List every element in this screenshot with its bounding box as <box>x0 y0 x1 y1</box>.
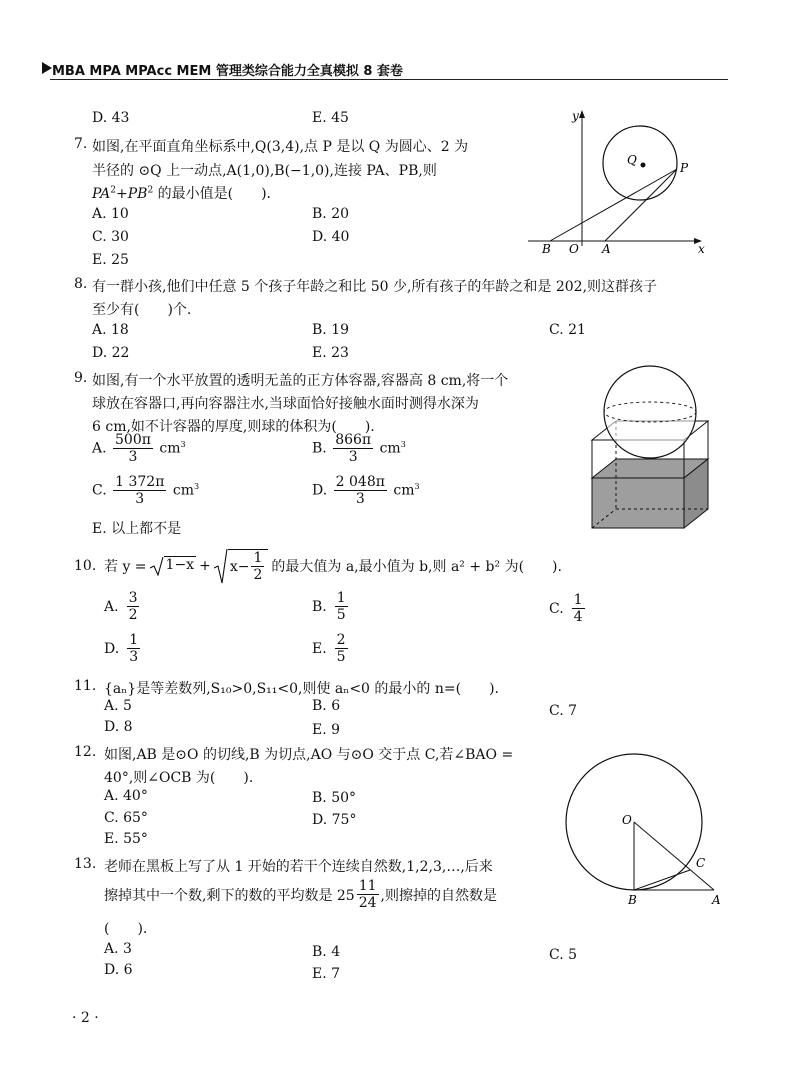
q8-option-a: A. 18 <box>92 322 129 338</box>
q8-option-d: D. 22 <box>92 345 130 361</box>
q9-option-c: C. $\frac{1 372\pi}{3}$ $cm^3$ <box>92 474 200 508</box>
q13-option-d: D. 6 <box>104 962 133 978</box>
q9-line1: 如图,有一个水平放置的透明无盖的正方体容器,容器高 8 cm,将一个 <box>92 373 509 389</box>
q7-fig-label-p: P <box>680 161 689 175</box>
q12-fig-label-b: B <box>628 893 637 907</box>
q10-option-c: C. $\frac{1}{4}$ <box>549 592 583 626</box>
q7-fig-label-b: B <box>542 242 551 256</box>
q7-fig-label-y: y <box>572 109 579 123</box>
q9-option-e: E. 以上都不是 <box>92 521 182 537</box>
q13-number: 13. <box>74 856 97 872</box>
q12-option-e: E. 55° <box>104 831 148 847</box>
q10-option-a: A. $\frac{3}{2}$ <box>104 590 138 624</box>
q11-number: 11. <box>74 678 97 694</box>
q13-option-b: B. 4 <box>312 944 341 960</box>
q12-fig-label-c: C <box>696 856 706 870</box>
q12-option-d: D. 75° <box>312 812 357 828</box>
q10-option-d: D. $\frac{1}{3}$ <box>104 632 139 666</box>
header-arrow-icon <box>42 62 52 74</box>
q13-option-c: C. 5 <box>549 947 578 963</box>
page-number: · 2 · <box>72 1010 99 1026</box>
q9-option-d: D. $\frac{2 048\pi}{3}$ $cm^3$ <box>312 474 420 508</box>
q10-number: 10. <box>74 558 97 574</box>
q11-option-a: A. 5 <box>104 698 132 714</box>
q12-option-a: A. 40° <box>104 788 148 804</box>
q12-number: 12. <box>74 744 97 760</box>
q13-option-e: E. 7 <box>312 966 341 982</box>
q12-figure <box>556 752 726 912</box>
q11-option-e: E. 9 <box>312 722 341 738</box>
q7-option-e: E. 25 <box>92 252 129 268</box>
q12-line2: 40°,则∠OCB 为( ). <box>104 770 254 786</box>
sqrt-sign-icon <box>150 556 164 576</box>
q7-figure <box>520 108 720 258</box>
q13-line2: 擦掉其中一个数,剩下的数的平均数是 25 $\frac{11}{24}$ ,则擦掉的自然数是 <box>104 878 497 912</box>
q7-option-d: D. 40 <box>312 229 350 245</box>
sphere <box>604 366 696 458</box>
q9-line2: 球放在容器口,再向容器注水,当球面恰好接触水面时测得水深为 <box>92 396 479 412</box>
q13-line1: 老师在黑板上写了从 1 开始的若干个连续自然数,1,2,3,…,后来 <box>104 859 493 875</box>
q13-option-a: A. 3 <box>104 941 132 957</box>
sqrt-sign-large-icon <box>214 548 228 584</box>
q9-line3: 6 cm,如不计容器的厚度,则球的体积为( ). <box>92 419 375 435</box>
q12-option-c: C. 65° <box>104 810 148 826</box>
option-d-prev: D. 43 <box>92 110 130 126</box>
circle-q <box>603 126 677 200</box>
y-axis-arrow-icon <box>579 110 585 118</box>
header-divider <box>50 79 728 80</box>
page-header-title: MBA MPA MPAcc MEM 管理类综合能力全真模拟 8 套卷 <box>52 64 403 79</box>
q10-line: 若 y = 1−x + x− $\frac{1}{2}$ 的最大值为 a,最小值为 b,则 a² + b² 为( ). <box>104 549 562 583</box>
q11-option-b: B. 6 <box>312 698 341 714</box>
q11-option-c: C. 7 <box>549 703 578 719</box>
q11-option-d: D. 8 <box>104 719 133 735</box>
q9-option-b: B. $\frac{866\pi}{3}$ $cm^3$ <box>312 432 406 466</box>
q9-number: 9. <box>74 370 88 386</box>
q8-line2: 至少有( )个. <box>92 302 192 318</box>
q9-option-a: A. $\frac{500\pi}{3}$ $cm^3$ <box>92 432 186 466</box>
q8-option-b: B. 19 <box>312 322 350 338</box>
q11-text: {aₙ}是等差数列,S₁₀>0,S₁₁<0,则使 aₙ<0 的最小的 n=( ). <box>104 681 499 697</box>
q7-option-c: C. 30 <box>92 229 129 245</box>
q12-line1: 如图,AB 是⊙O 的切线,B 为切点,AO 与⊙O 交于点 C,若∠BAO = <box>104 747 514 763</box>
q12-fig-label-a: A <box>712 893 721 907</box>
q7-line2: 半径的 ⊙Q 上一动点,A(1,0),B(−1,0),连接 PA、PB,则 <box>92 163 437 179</box>
q7-fig-label-a: A <box>602 242 611 256</box>
q8-option-c: C. 21 <box>549 322 586 338</box>
q7-line3: $PA^2+PB^2$ 的最小值是( ). <box>92 185 271 202</box>
q12-fig-label-o: O <box>622 813 632 827</box>
q8-number: 8. <box>74 276 88 292</box>
q13-line3: ( ). <box>104 921 148 937</box>
q7-fig-label-q: Q <box>627 153 637 167</box>
q8-line1: 有一群小孩,他们中任意 5 个孩子年龄之和比 50 少,所有孩子的年龄之和是 202,则这群孩子 <box>92 279 658 295</box>
q7-option-b: B. 20 <box>312 206 350 222</box>
q7-line1: 如图,在平面直角坐标系中,Q(3,4),点 P 是以 Q 为圆心、2 为 <box>92 139 469 155</box>
q7-fig-label-o: O <box>569 242 579 256</box>
q7-number: 7. <box>74 136 88 152</box>
option-e-prev: E. 45 <box>312 110 349 126</box>
q10-option-b: B. $\frac{1}{5}$ <box>312 590 346 624</box>
center-q-dot <box>641 163 646 168</box>
q9-cube-figure <box>586 355 736 535</box>
q10-option-e: E. $\frac{2}{5}$ <box>312 632 346 666</box>
q7-option-a: A. 10 <box>92 206 129 222</box>
q8-option-e: E. 23 <box>312 345 349 361</box>
q12-option-b: B. 50° <box>312 790 357 806</box>
q7-fig-label-x: x <box>698 242 705 256</box>
